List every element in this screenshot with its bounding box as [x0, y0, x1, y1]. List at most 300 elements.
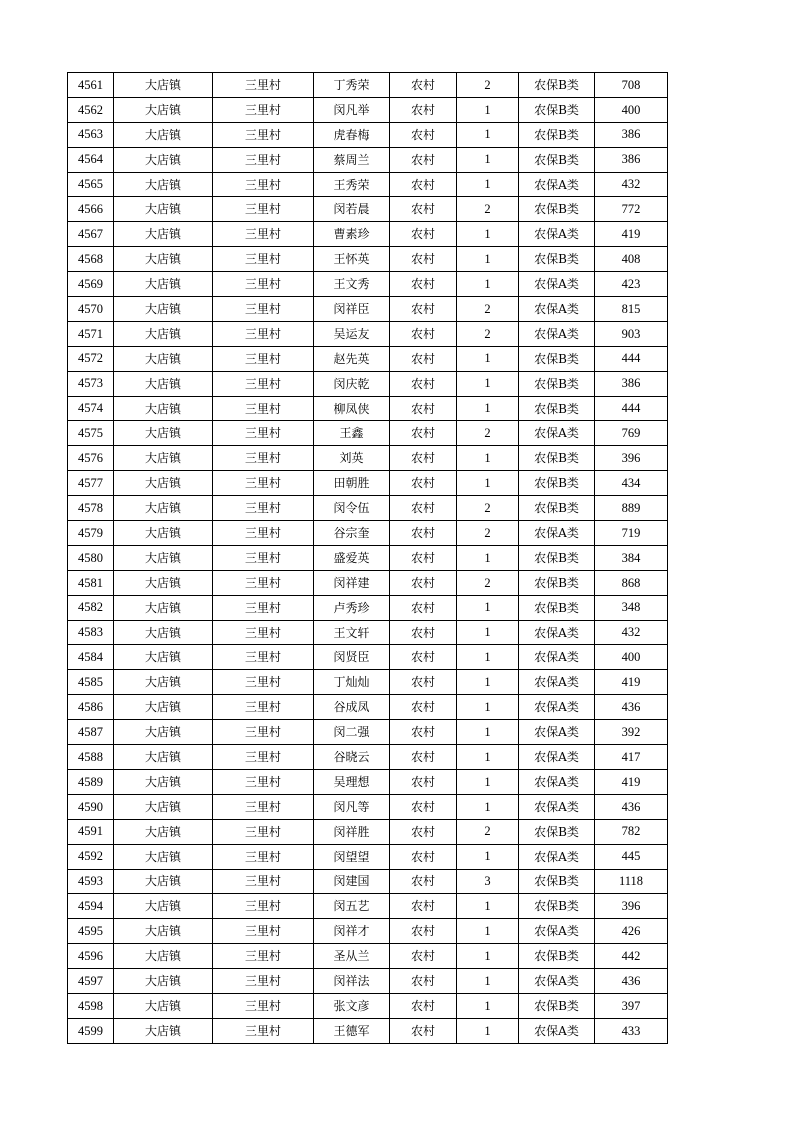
area-type-cell: 农村	[390, 819, 457, 844]
amount-cell: 408	[595, 247, 668, 272]
table-row	[68, 396, 668, 421]
name-cell: 赵先英	[314, 346, 390, 371]
amount-cell: 708	[595, 73, 668, 98]
household-size-cell: 1	[457, 645, 519, 670]
household-size-cell: 1	[457, 769, 519, 794]
name-cell: 闵五艺	[314, 894, 390, 919]
area-type-cell: 农村	[390, 147, 457, 172]
town-cell: 大店镇	[114, 471, 213, 496]
village-cell: 三里村	[213, 346, 314, 371]
name-cell: 闵望望	[314, 844, 390, 869]
town-cell: 大店镇	[114, 570, 213, 595]
town-cell: 大店镇	[114, 993, 213, 1018]
town-cell: 大店镇	[114, 197, 213, 222]
record-id-cell: 4577	[68, 471, 114, 496]
amount-cell: 433	[595, 1018, 668, 1043]
household-size-cell: 1	[457, 720, 519, 745]
village-cell: 三里村	[213, 670, 314, 695]
village-cell: 三里村	[213, 570, 314, 595]
record-id-cell: 4567	[68, 222, 114, 247]
town-cell: 大店镇	[114, 73, 213, 98]
name-cell: 闵祥胜	[314, 819, 390, 844]
record-id-cell: 4573	[68, 371, 114, 396]
insurance-category-cell: 农保B类	[519, 247, 595, 272]
table-row	[68, 695, 668, 720]
household-size-cell: 1	[457, 471, 519, 496]
record-id-cell: 4587	[68, 720, 114, 745]
area-type-cell: 农村	[390, 869, 457, 894]
insurance-category-cell: 农保A类	[519, 1018, 595, 1043]
village-cell: 三里村	[213, 321, 314, 346]
area-type-cell: 农村	[390, 844, 457, 869]
amount-cell: 400	[595, 97, 668, 122]
town-cell: 大店镇	[114, 794, 213, 819]
household-size-cell: 1	[457, 1018, 519, 1043]
village-cell: 三里村	[213, 272, 314, 297]
area-type-cell: 农村	[390, 794, 457, 819]
area-type-cell: 农村	[390, 247, 457, 272]
amount-cell: 419	[595, 222, 668, 247]
record-id-cell: 4593	[68, 869, 114, 894]
record-id-cell: 4585	[68, 670, 114, 695]
insurance-category-cell: 农保A类	[519, 794, 595, 819]
village-cell: 三里村	[213, 471, 314, 496]
area-type-cell: 农村	[390, 969, 457, 994]
name-cell: 虎春梅	[314, 122, 390, 147]
household-size-cell: 1	[457, 695, 519, 720]
record-id-cell: 4561	[68, 73, 114, 98]
record-id-cell: 4575	[68, 421, 114, 446]
village-cell: 三里村	[213, 769, 314, 794]
amount-cell: 444	[595, 396, 668, 421]
table-row	[68, 471, 668, 496]
village-cell: 三里村	[213, 794, 314, 819]
name-cell: 闵二强	[314, 720, 390, 745]
amount-cell: 386	[595, 147, 668, 172]
insurance-category-cell: 农保A类	[519, 222, 595, 247]
household-size-cell: 1	[457, 844, 519, 869]
name-cell: 闵凡等	[314, 794, 390, 819]
record-id-cell: 4579	[68, 521, 114, 546]
town-cell: 大店镇	[114, 496, 213, 521]
table-row	[68, 147, 668, 172]
insurance-category-cell: 农保A类	[519, 172, 595, 197]
insurance-category-cell: 农保B类	[519, 894, 595, 919]
town-cell: 大店镇	[114, 720, 213, 745]
household-size-cell: 2	[457, 819, 519, 844]
insurance-category-cell: 农保A类	[519, 769, 595, 794]
insurance-category-cell: 农保B类	[519, 819, 595, 844]
household-size-cell: 1	[457, 894, 519, 919]
insurance-category-cell: 农保A类	[519, 645, 595, 670]
area-type-cell: 农村	[390, 645, 457, 670]
household-size-cell: 1	[457, 97, 519, 122]
area-type-cell: 农村	[390, 695, 457, 720]
household-size-cell: 1	[457, 371, 519, 396]
village-cell: 三里村	[213, 147, 314, 172]
town-cell: 大店镇	[114, 745, 213, 770]
village-cell: 三里村	[213, 122, 314, 147]
table-row	[68, 272, 668, 297]
table-row	[68, 769, 668, 794]
town-cell: 大店镇	[114, 247, 213, 272]
amount-cell: 432	[595, 620, 668, 645]
insurance-category-cell: 农保A类	[519, 745, 595, 770]
insurance-category-cell: 农保B类	[519, 97, 595, 122]
insurance-category-cell: 农保A类	[519, 844, 595, 869]
amount-cell: 396	[595, 446, 668, 471]
household-size-cell: 2	[457, 73, 519, 98]
household-size-cell: 1	[457, 620, 519, 645]
table-row	[68, 222, 668, 247]
table-row	[68, 645, 668, 670]
town-cell: 大店镇	[114, 172, 213, 197]
name-cell: 闵祥法	[314, 969, 390, 994]
table-row	[68, 197, 668, 222]
amount-cell: 417	[595, 745, 668, 770]
record-id-cell: 4598	[68, 993, 114, 1018]
town-cell: 大店镇	[114, 819, 213, 844]
insurance-category-cell: 农保A类	[519, 620, 595, 645]
amount-cell: 436	[595, 794, 668, 819]
record-id-cell: 4563	[68, 122, 114, 147]
name-cell: 王秀荣	[314, 172, 390, 197]
insurance-category-cell: 农保B类	[519, 147, 595, 172]
name-cell: 闵若晨	[314, 197, 390, 222]
record-id-cell: 4569	[68, 272, 114, 297]
insurance-category-cell: 农保B类	[519, 545, 595, 570]
area-type-cell: 农村	[390, 471, 457, 496]
town-cell: 大店镇	[114, 122, 213, 147]
record-id-cell: 4590	[68, 794, 114, 819]
insurance-category-cell: 农保A类	[519, 670, 595, 695]
town-cell: 大店镇	[114, 645, 213, 670]
insurance-category-cell: 农保B类	[519, 122, 595, 147]
table-row	[68, 496, 668, 521]
record-id-cell: 4588	[68, 745, 114, 770]
table-row	[68, 545, 668, 570]
area-type-cell: 农村	[390, 944, 457, 969]
household-size-cell: 1	[457, 122, 519, 147]
household-size-cell: 1	[457, 595, 519, 620]
insurance-category-cell: 农保B类	[519, 869, 595, 894]
table-row	[68, 670, 668, 695]
amount-cell: 419	[595, 769, 668, 794]
area-type-cell: 农村	[390, 172, 457, 197]
table-row	[68, 122, 668, 147]
name-cell: 刘英	[314, 446, 390, 471]
area-type-cell: 农村	[390, 73, 457, 98]
area-type-cell: 农村	[390, 521, 457, 546]
table-row	[68, 321, 668, 346]
town-cell: 大店镇	[114, 1018, 213, 1043]
insurance-category-cell: 农保B类	[519, 446, 595, 471]
name-cell: 丁秀荣	[314, 73, 390, 98]
amount-cell: 903	[595, 321, 668, 346]
record-id-cell: 4583	[68, 620, 114, 645]
village-cell: 三里村	[213, 297, 314, 322]
record-id-cell: 4576	[68, 446, 114, 471]
table-row	[68, 421, 668, 446]
town-cell: 大店镇	[114, 894, 213, 919]
table-row	[68, 172, 668, 197]
record-id-cell: 4594	[68, 894, 114, 919]
household-size-cell: 1	[457, 446, 519, 471]
village-cell: 三里村	[213, 197, 314, 222]
village-cell: 三里村	[213, 247, 314, 272]
table-row	[68, 297, 668, 322]
amount-cell: 772	[595, 197, 668, 222]
amount-cell: 1118	[595, 869, 668, 894]
records-table	[67, 72, 668, 1044]
name-cell: 闵祥臣	[314, 297, 390, 322]
household-size-cell: 1	[457, 247, 519, 272]
household-size-cell: 1	[457, 545, 519, 570]
village-cell: 三里村	[213, 595, 314, 620]
household-size-cell: 1	[457, 969, 519, 994]
village-cell: 三里村	[213, 944, 314, 969]
name-cell: 王鑫	[314, 421, 390, 446]
village-cell: 三里村	[213, 172, 314, 197]
record-id-cell: 4589	[68, 769, 114, 794]
town-cell: 大店镇	[114, 321, 213, 346]
name-cell: 柳凤侠	[314, 396, 390, 421]
amount-cell: 348	[595, 595, 668, 620]
village-cell: 三里村	[213, 97, 314, 122]
insurance-category-cell: 农保B类	[519, 471, 595, 496]
table-row	[68, 745, 668, 770]
town-cell: 大店镇	[114, 620, 213, 645]
town-cell: 大店镇	[114, 695, 213, 720]
amount-cell: 432	[595, 172, 668, 197]
name-cell: 闵建国	[314, 869, 390, 894]
household-size-cell: 1	[457, 147, 519, 172]
amount-cell: 397	[595, 993, 668, 1018]
village-cell: 三里村	[213, 545, 314, 570]
insurance-category-cell: 农保A类	[519, 421, 595, 446]
village-cell: 三里村	[213, 969, 314, 994]
area-type-cell: 农村	[390, 769, 457, 794]
village-cell: 三里村	[213, 919, 314, 944]
record-id-cell: 4568	[68, 247, 114, 272]
village-cell: 三里村	[213, 869, 314, 894]
town-cell: 大店镇	[114, 396, 213, 421]
record-id-cell: 4571	[68, 321, 114, 346]
town-cell: 大店镇	[114, 97, 213, 122]
area-type-cell: 农村	[390, 272, 457, 297]
table-row	[68, 1018, 668, 1043]
town-cell: 大店镇	[114, 521, 213, 546]
amount-cell: 719	[595, 521, 668, 546]
name-cell: 谷晓云	[314, 745, 390, 770]
table-body	[68, 73, 668, 1044]
amount-cell: 769	[595, 421, 668, 446]
area-type-cell: 农村	[390, 894, 457, 919]
name-cell: 卢秀珍	[314, 595, 390, 620]
name-cell: 王文秀	[314, 272, 390, 297]
village-cell: 三里村	[213, 819, 314, 844]
household-size-cell: 1	[457, 272, 519, 297]
name-cell: 曹素珍	[314, 222, 390, 247]
area-type-cell: 农村	[390, 122, 457, 147]
name-cell: 闵祥才	[314, 919, 390, 944]
town-cell: 大店镇	[114, 844, 213, 869]
village-cell: 三里村	[213, 222, 314, 247]
household-size-cell: 2	[457, 570, 519, 595]
household-size-cell: 2	[457, 421, 519, 446]
area-type-cell: 农村	[390, 446, 457, 471]
household-size-cell: 2	[457, 321, 519, 346]
table-row	[68, 819, 668, 844]
insurance-category-cell: 农保A类	[519, 969, 595, 994]
table-row	[68, 720, 668, 745]
record-id-cell: 4566	[68, 197, 114, 222]
record-id-cell: 4562	[68, 97, 114, 122]
amount-cell: 445	[595, 844, 668, 869]
household-size-cell: 1	[457, 670, 519, 695]
village-cell: 三里村	[213, 620, 314, 645]
area-type-cell: 农村	[390, 421, 457, 446]
record-id-cell: 4591	[68, 819, 114, 844]
household-size-cell: 1	[457, 396, 519, 421]
amount-cell: 436	[595, 695, 668, 720]
town-cell: 大店镇	[114, 421, 213, 446]
village-cell: 三里村	[213, 1018, 314, 1043]
village-cell: 三里村	[213, 695, 314, 720]
village-cell: 三里村	[213, 745, 314, 770]
household-size-cell: 1	[457, 794, 519, 819]
insurance-category-cell: 农保B类	[519, 570, 595, 595]
town-cell: 大店镇	[114, 346, 213, 371]
name-cell: 吴理想	[314, 769, 390, 794]
name-cell: 盛爱英	[314, 545, 390, 570]
name-cell: 闵令伍	[314, 496, 390, 521]
household-size-cell: 1	[457, 745, 519, 770]
amount-cell: 419	[595, 670, 668, 695]
insurance-category-cell: 农保A类	[519, 919, 595, 944]
table-row	[68, 869, 668, 894]
amount-cell: 434	[595, 471, 668, 496]
town-cell: 大店镇	[114, 147, 213, 172]
area-type-cell: 农村	[390, 620, 457, 645]
area-type-cell: 农村	[390, 197, 457, 222]
name-cell: 圣从兰	[314, 944, 390, 969]
amount-cell: 386	[595, 122, 668, 147]
area-type-cell: 农村	[390, 222, 457, 247]
table-row	[68, 446, 668, 471]
household-size-cell: 1	[457, 172, 519, 197]
record-id-cell: 4572	[68, 346, 114, 371]
record-id-cell: 4580	[68, 545, 114, 570]
insurance-category-cell: 农保B类	[519, 993, 595, 1018]
household-size-cell: 1	[457, 919, 519, 944]
table-row	[68, 570, 668, 595]
name-cell: 谷成凤	[314, 695, 390, 720]
village-cell: 三里村	[213, 496, 314, 521]
insurance-category-cell: 农保A类	[519, 272, 595, 297]
amount-cell: 436	[595, 969, 668, 994]
name-cell: 王文轩	[314, 620, 390, 645]
village-cell: 三里村	[213, 645, 314, 670]
record-id-cell: 4581	[68, 570, 114, 595]
town-cell: 大店镇	[114, 670, 213, 695]
table-row	[68, 894, 668, 919]
record-id-cell: 4574	[68, 396, 114, 421]
table-row	[68, 346, 668, 371]
village-cell: 三里村	[213, 844, 314, 869]
area-type-cell: 农村	[390, 371, 457, 396]
town-cell: 大店镇	[114, 944, 213, 969]
area-type-cell: 农村	[390, 1018, 457, 1043]
household-size-cell: 2	[457, 496, 519, 521]
table-row	[68, 969, 668, 994]
town-cell: 大店镇	[114, 371, 213, 396]
amount-cell: 444	[595, 346, 668, 371]
village-cell: 三里村	[213, 521, 314, 546]
name-cell: 谷宗奎	[314, 521, 390, 546]
area-type-cell: 农村	[390, 595, 457, 620]
area-type-cell: 农村	[390, 496, 457, 521]
amount-cell: 423	[595, 272, 668, 297]
town-cell: 大店镇	[114, 919, 213, 944]
table-row	[68, 620, 668, 645]
name-cell: 蔡周兰	[314, 147, 390, 172]
village-cell: 三里村	[213, 396, 314, 421]
record-id-cell: 4599	[68, 1018, 114, 1043]
amount-cell: 426	[595, 919, 668, 944]
name-cell: 闵贤臣	[314, 645, 390, 670]
name-cell: 闵凡举	[314, 97, 390, 122]
household-size-cell: 2	[457, 297, 519, 322]
name-cell: 田朝胜	[314, 471, 390, 496]
amount-cell: 396	[595, 894, 668, 919]
insurance-category-cell: 农保B类	[519, 371, 595, 396]
amount-cell: 386	[595, 371, 668, 396]
town-cell: 大店镇	[114, 869, 213, 894]
area-type-cell: 农村	[390, 346, 457, 371]
record-id-cell: 4595	[68, 919, 114, 944]
record-id-cell: 4570	[68, 297, 114, 322]
area-type-cell: 农村	[390, 545, 457, 570]
town-cell: 大店镇	[114, 769, 213, 794]
village-cell: 三里村	[213, 993, 314, 1018]
area-type-cell: 农村	[390, 745, 457, 770]
name-cell: 闵祥建	[314, 570, 390, 595]
name-cell: 张文彦	[314, 993, 390, 1018]
insurance-category-cell: 农保A类	[519, 297, 595, 322]
name-cell: 闵庆乾	[314, 371, 390, 396]
record-id-cell: 4597	[68, 969, 114, 994]
record-id-cell: 4596	[68, 944, 114, 969]
town-cell: 大店镇	[114, 545, 213, 570]
table-row	[68, 844, 668, 869]
record-id-cell: 4584	[68, 645, 114, 670]
area-type-cell: 农村	[390, 297, 457, 322]
household-size-cell: 1	[457, 222, 519, 247]
area-type-cell: 农村	[390, 670, 457, 695]
town-cell: 大店镇	[114, 297, 213, 322]
area-type-cell: 农村	[390, 993, 457, 1018]
insurance-category-cell: 农保A类	[519, 695, 595, 720]
town-cell: 大店镇	[114, 272, 213, 297]
village-cell: 三里村	[213, 894, 314, 919]
table-row	[68, 521, 668, 546]
insurance-category-cell: 农保B类	[519, 496, 595, 521]
town-cell: 大店镇	[114, 595, 213, 620]
record-id-cell: 4565	[68, 172, 114, 197]
name-cell: 王德军	[314, 1018, 390, 1043]
area-type-cell: 农村	[390, 321, 457, 346]
